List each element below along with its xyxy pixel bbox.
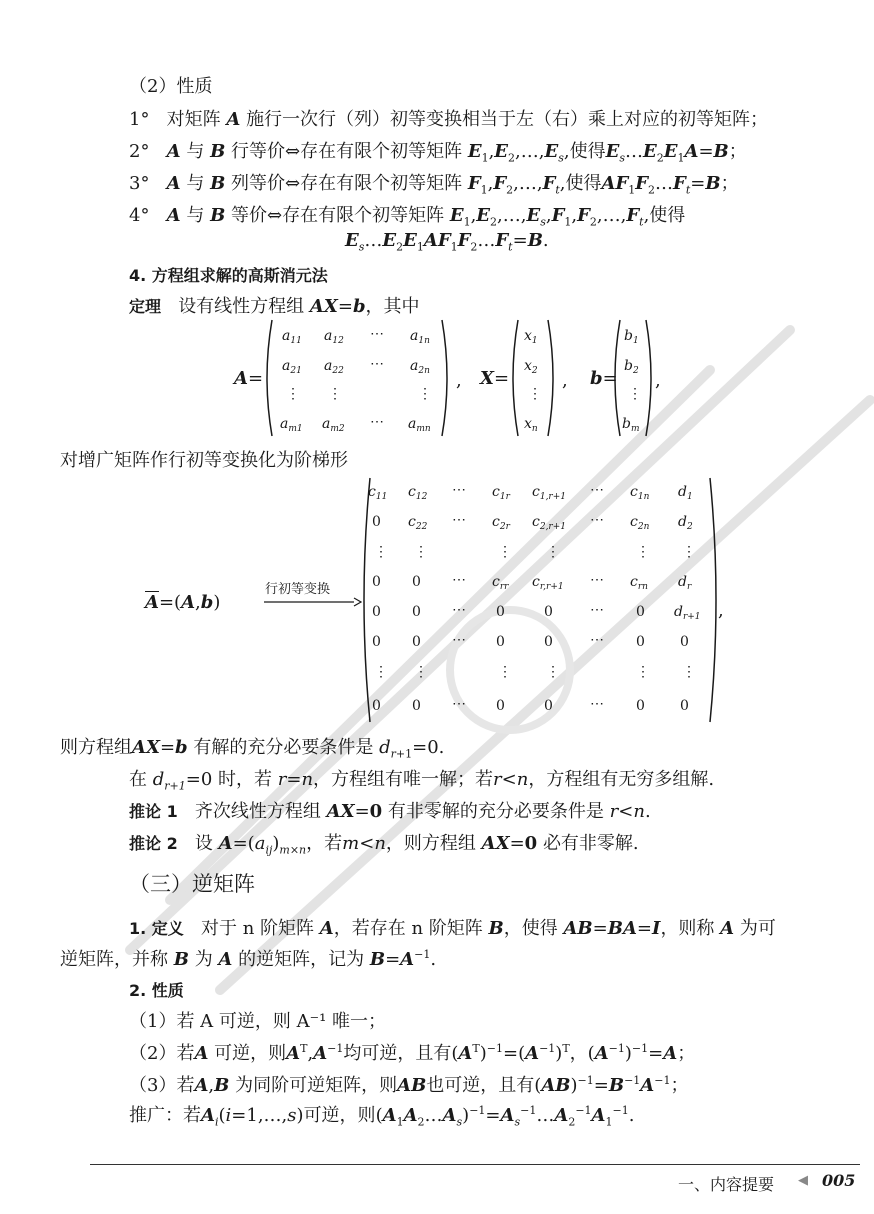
svg-text:0: 0 xyxy=(372,604,381,620)
svg-text:⋮: ⋮ xyxy=(328,386,342,402)
rank-condition: 在 $d_{r+1}=0$ 时，若 r=n，方程组有唯一解；若r<n，方程组有无穷多组解. xyxy=(129,769,715,793)
svg-text:⋯: ⋯ xyxy=(590,602,604,618)
svg-text:crr: $c_{rr}$ xyxy=(492,574,509,592)
svg-text:d1: $d_1$ xyxy=(678,484,693,502)
svg-text:a21: $a_{21}$ xyxy=(282,358,302,376)
svg-text:xn: $x_n$ xyxy=(524,416,538,434)
inverse-property-3: （3）若A,B 为同阶可逆矩阵，则AB也可逆，且有$(AB)^{-1}=B^{-1}A^{-1}$； xyxy=(129,1074,689,1096)
vector-b xyxy=(610,318,656,438)
definition-line-1: 1. 定义 对于 n 阶矩阵 A，若存在 n 阶矩阵 B，使得 AB=BA=I，则称 A 为可 xyxy=(129,918,776,939)
inverse-heading: （三）逆矩阵 xyxy=(129,872,255,896)
svg-text:am2: $a_{m2}$ xyxy=(322,416,345,434)
comma: , xyxy=(562,370,568,391)
svg-text:⋮: ⋮ xyxy=(286,386,300,402)
inverse-property-1: （1）若 A 可逆，则 A⁻¹ 唯一； xyxy=(129,1011,387,1032)
svg-text:a11: $a_{11}$ xyxy=(282,328,302,346)
svg-text:⋯: ⋯ xyxy=(452,572,466,588)
svg-text:dr: $d_r$ xyxy=(678,574,692,592)
property-4: 4° A 与 B 等价⇔存在有限个初等矩阵 $E_1,E_2,\dots,E_s,F_1,F_2,\dots,F_t$,使得 xyxy=(129,205,686,229)
svg-text:⋮: ⋮ xyxy=(498,664,512,680)
svg-text:c2,r+1: $c_{2,r+1}$ xyxy=(532,514,566,532)
svg-text:0: 0 xyxy=(680,634,689,650)
svg-text:c1,r+1: $c_{1,r+1}$ xyxy=(532,484,566,502)
svg-text:0: 0 xyxy=(412,698,421,714)
svg-text:d2: $d_2$ xyxy=(678,514,693,532)
corollary-2: 推论 2 设 $A=(a_{ij})_{m\times n}$，若m<n，则方程组 AX=0 必有非零解. xyxy=(129,833,639,857)
svg-text:⋮: ⋮ xyxy=(374,544,388,560)
svg-text:crn: $c_{rn}$ xyxy=(630,574,648,592)
svg-text:⋮: ⋮ xyxy=(498,544,512,560)
property-3: 3° A 与 B 列等价⇔存在有限个初等矩阵 $F_1,F_2,\dots,F_t$,使得$AF_1F_2\dots F_t=B$； xyxy=(129,173,739,197)
svg-text:⋯: ⋯ xyxy=(370,326,384,342)
property-heading: （2）性质 xyxy=(129,76,213,97)
arrow-icon xyxy=(262,596,362,608)
footer-section: 一、内容提要 xyxy=(678,1175,775,1194)
svg-text:⋯: ⋯ xyxy=(452,482,466,498)
svg-text:0: 0 xyxy=(496,698,505,714)
svg-text:⋮: ⋮ xyxy=(628,386,642,402)
svg-text:0: 0 xyxy=(496,634,505,650)
svg-text:0: 0 xyxy=(372,574,381,590)
svg-text:0: 0 xyxy=(496,604,505,620)
footer-rule xyxy=(90,1164,860,1165)
comma: , xyxy=(718,600,724,621)
svg-text:⋯: ⋯ xyxy=(590,632,604,648)
svg-text:b2: $b_2$ xyxy=(624,358,639,376)
svg-text:⋮: ⋮ xyxy=(374,664,388,680)
svg-text:dr+1: $d_{r+1}$ xyxy=(674,604,701,622)
svg-text:bm: $b_m$ xyxy=(622,416,640,434)
svg-text:a22: $a_{22}$ xyxy=(324,358,344,376)
svg-text:⋯: ⋯ xyxy=(590,696,604,712)
vector-x xyxy=(508,318,558,438)
svg-text:b1: $b_1$ xyxy=(624,328,639,346)
svg-text:⋯: ⋯ xyxy=(590,482,604,498)
svg-text:0: 0 xyxy=(412,574,421,590)
definition-line-2: 逆矩阵，并称 B 为 A 的逆矩阵，记为 $B=A^{-1}$. xyxy=(60,948,437,970)
svg-text:⋮: ⋮ xyxy=(414,664,428,680)
svg-text:⋮: ⋮ xyxy=(682,544,696,560)
svg-text:⋯: ⋯ xyxy=(370,356,384,372)
svg-text:⋯: ⋯ xyxy=(452,632,466,648)
svg-text:c11: $c_{11}$ xyxy=(368,484,388,502)
corollary-1: 推论 1 齐次线性方程组 AX=0 有非零解的充分必要条件是 r<n. xyxy=(129,801,651,822)
svg-text:0: 0 xyxy=(372,514,381,530)
svg-text:c1r: $c_{1r}$ xyxy=(492,484,510,502)
augmented-matrix xyxy=(360,474,720,726)
vector-x-label: X= xyxy=(480,368,510,389)
svg-text:0: 0 xyxy=(412,604,421,620)
svg-text:am1: $a_{m1}$ xyxy=(280,416,303,434)
svg-text:⋯: ⋯ xyxy=(590,512,604,528)
svg-text:⋯: ⋯ xyxy=(452,696,466,712)
svg-text:c2r: $c_{2r}$ xyxy=(492,514,510,532)
inverse-generalization: 推广：若$A_i(i=1,\dots,s)$可逆，则$(A_1A_2\dots A_s)^{-1}=A_s^{-1}\dots A_2^{-1}A_1^{-1}$. xyxy=(129,1104,635,1129)
svg-text:c22: $c_{22}$ xyxy=(408,514,428,532)
svg-text:⋮: ⋮ xyxy=(636,544,650,560)
svg-text:⋯: ⋯ xyxy=(590,572,604,588)
gauss-heading: 4. 方程组求解的高斯消元法 xyxy=(129,266,328,285)
svg-text:a1n: $a_{1n}$ xyxy=(410,328,430,346)
svg-text:cr,r+1: $c_{r,r+1}$ xyxy=(532,574,564,592)
property-2: 2° A 与 B 行等价⇔存在有限个初等矩阵 $E_1,E_2,\dots,E_s$,使得$E_s\dots E_2E_1A=B$； xyxy=(129,141,747,165)
svg-text:x2: $x_2$ xyxy=(524,358,538,376)
arrow-label: 行初等变换 xyxy=(265,582,331,597)
svg-text:a2n: $a_{2n}$ xyxy=(410,358,430,376)
svg-text:0: 0 xyxy=(636,634,645,650)
svg-text:⋮: ⋮ xyxy=(414,544,428,560)
svg-text:0: 0 xyxy=(636,604,645,620)
svg-text:0: 0 xyxy=(636,698,645,714)
vector-b-label: b= xyxy=(590,368,618,389)
svg-text:⋮: ⋮ xyxy=(636,664,650,680)
svg-text:x1: $x_1$ xyxy=(524,328,538,346)
svg-text:0: 0 xyxy=(372,698,381,714)
svg-text:c2n: $c_{2n}$ xyxy=(630,514,650,532)
svg-text:⋮: ⋮ xyxy=(528,386,542,402)
property-1: 1° 对矩阵 A 施行一次行（列）初等变换相当于左（右）乘上对应的初等矩阵； xyxy=(129,109,769,130)
svg-text:⋯: ⋯ xyxy=(370,414,384,430)
svg-text:0: 0 xyxy=(544,604,553,620)
svg-text:⋯: ⋯ xyxy=(452,512,466,528)
augmented-label: $\overline{A}=(A,b)$ xyxy=(145,592,221,613)
matrix-a xyxy=(262,318,452,438)
svg-text:0: 0 xyxy=(372,634,381,650)
triangle-marker-icon: ◀ xyxy=(798,1173,808,1188)
svg-text:⋮: ⋮ xyxy=(546,664,560,680)
comma: , xyxy=(456,370,462,391)
svg-text:amn: $a_{mn}$ xyxy=(408,416,431,434)
svg-text:c12: $c_{12}$ xyxy=(408,484,428,502)
svg-text:a12: $a_{12}$ xyxy=(324,328,344,346)
solvability-condition: 则方程组AX=b 有解的充分必要条件是 $d_{r+1}=0$. xyxy=(60,737,445,761)
property-4-formula: $E_s\dots E_2E_1AF_1F_2\dots F_t=B$. xyxy=(345,230,549,254)
svg-text:0: 0 xyxy=(680,698,689,714)
svg-text:⋮: ⋮ xyxy=(682,664,696,680)
svg-text:⋮: ⋮ xyxy=(546,544,560,560)
page-number: 005 xyxy=(822,1171,856,1190)
svg-text:c1n: $c_{1n}$ xyxy=(630,484,650,502)
matrix-a-label: A= xyxy=(234,368,264,389)
svg-text:0: 0 xyxy=(544,698,553,714)
augmented-intro: 对增广矩阵作行初等变换化为阶梯形 xyxy=(60,450,348,471)
svg-text:0: 0 xyxy=(544,634,553,650)
svg-text:0: 0 xyxy=(412,634,421,650)
properties-heading: 2. 性质 xyxy=(129,981,184,1000)
theorem: 定理 设有线性方程组 AX=b，其中 xyxy=(129,296,420,317)
inverse-property-2: （2）若A 可逆，则$A^T,A^{-1}$均可逆，且有$(A^T)^{-1}=(A^{-1})^T$，$(A^{-1})^{-1}=A$； xyxy=(129,1042,696,1064)
svg-text:⋯: ⋯ xyxy=(452,602,466,618)
svg-text:⋮: ⋮ xyxy=(418,386,432,402)
comma: , xyxy=(655,370,661,391)
